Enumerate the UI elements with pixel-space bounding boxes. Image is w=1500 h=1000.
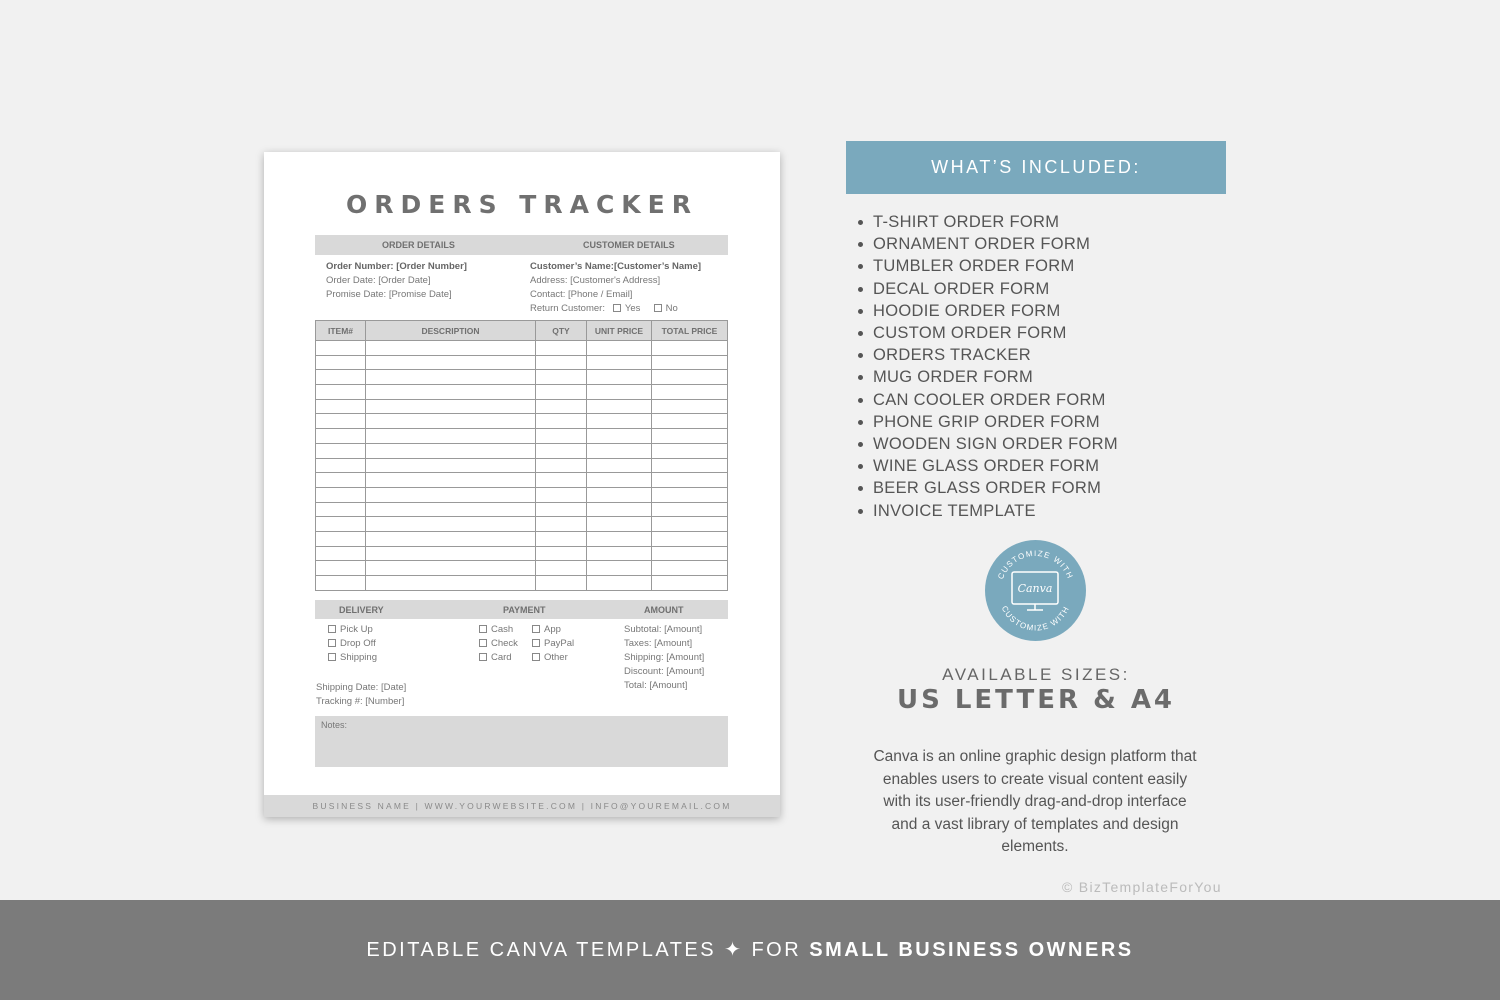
table-cell[interactable] xyxy=(652,561,728,576)
table-cell[interactable] xyxy=(536,502,587,517)
items-table xyxy=(315,320,728,591)
table-cell[interactable] xyxy=(587,531,652,546)
table-cell[interactable] xyxy=(652,414,728,429)
table-row xyxy=(316,355,728,370)
table-cell[interactable] xyxy=(316,561,366,576)
included-item: HOODIE ORDER FORM xyxy=(873,300,1118,322)
table-cell[interactable] xyxy=(536,429,587,444)
payment-option-cash[interactable]: Cash xyxy=(479,623,513,637)
table-cell[interactable] xyxy=(652,458,728,473)
table-cell[interactable] xyxy=(652,385,728,400)
items-table-body xyxy=(316,341,728,591)
table-cell[interactable] xyxy=(316,473,366,488)
included-item: BEER GLASS ORDER FORM xyxy=(873,477,1118,499)
shipping-date: Shipping Date: [Date] xyxy=(316,682,407,693)
payment-option-card[interactable]: Card xyxy=(479,651,512,665)
table-cell[interactable] xyxy=(366,517,536,532)
badge-ring-text-bottom: CUSTOMIZE WITH xyxy=(999,604,1072,633)
table-cell[interactable] xyxy=(587,517,652,532)
table-cell[interactable] xyxy=(536,546,587,561)
table-cell[interactable] xyxy=(652,487,728,502)
checkbox[interactable] xyxy=(479,653,487,661)
table-cell[interactable] xyxy=(536,355,587,370)
orders-tracker-document xyxy=(264,152,780,817)
notes-label: Notes: xyxy=(321,720,348,730)
no-label: No xyxy=(665,303,678,314)
table-row xyxy=(316,458,728,473)
customer-address: Address: [Customer's Address] xyxy=(530,275,661,286)
table-cell[interactable] xyxy=(536,487,587,502)
table-cell[interactable] xyxy=(652,473,728,488)
delivery-option-pick-up[interactable]: Pick Up xyxy=(328,623,373,637)
summary-header-bar xyxy=(315,600,728,619)
canva-badge-graphic xyxy=(985,540,1086,641)
table-cell[interactable] xyxy=(366,561,536,576)
return-customer-label: Return Customer: xyxy=(530,303,605,314)
table-cell[interactable] xyxy=(316,487,366,502)
table-cell[interactable] xyxy=(652,429,728,444)
document-footer: BUSINESS NAME | WWW.YOURWEBSITE.COM | INFO@YOUREMAIL.COM xyxy=(264,795,780,817)
whats-included-banner: WHAT’S INCLUDED: xyxy=(846,141,1226,194)
included-item: ORNAMENT ORDER FORM xyxy=(873,233,1118,255)
unit-price-header: UNIT PRICE xyxy=(587,321,652,341)
table-cell[interactable] xyxy=(366,531,536,546)
bottom-banner-prefix: EDITABLE CANVA TEMPLATES ✦ FOR xyxy=(366,939,810,961)
checkbox[interactable] xyxy=(328,639,336,647)
table-cell[interactable] xyxy=(536,473,587,488)
table-cell[interactable] xyxy=(366,443,536,458)
table-cell[interactable] xyxy=(652,531,728,546)
table-cell[interactable] xyxy=(587,355,652,370)
included-item: MUG ORDER FORM xyxy=(873,366,1118,388)
notes-box xyxy=(315,716,728,767)
table-cell[interactable] xyxy=(652,355,728,370)
table-cell[interactable] xyxy=(316,355,366,370)
table-cell[interactable] xyxy=(587,487,652,502)
included-item: DECAL ORDER FORM xyxy=(873,278,1118,300)
table-cell[interactable] xyxy=(366,414,536,429)
amount-taxes: Taxes: [Amount] xyxy=(624,638,693,649)
included-item: ORDERS TRACKER xyxy=(873,344,1118,366)
badge-ring-text-top: CUSTOMIZE WITH xyxy=(996,548,1075,581)
table-cell[interactable] xyxy=(366,429,536,444)
table-cell[interactable] xyxy=(316,576,366,591)
table-row xyxy=(316,341,728,356)
no-checkbox[interactable] xyxy=(654,304,662,312)
yes-checkbox[interactable] xyxy=(613,304,621,312)
customer-name: Customer’s Name:[Customer’s Name] xyxy=(530,261,702,272)
payment-option-other[interactable]: Other xyxy=(532,651,568,665)
items-table-header-row xyxy=(316,321,728,341)
table-cell[interactable] xyxy=(652,502,728,517)
table-cell[interactable] xyxy=(536,414,587,429)
table-cell[interactable] xyxy=(316,458,366,473)
table-cell[interactable] xyxy=(587,370,652,385)
table-cell[interactable] xyxy=(652,517,728,532)
table-cell[interactable] xyxy=(366,370,536,385)
table-cell[interactable] xyxy=(536,341,587,356)
table-cell[interactable] xyxy=(316,341,366,356)
table-cell[interactable] xyxy=(587,546,652,561)
details-header-bar xyxy=(315,235,728,255)
table-cell[interactable] xyxy=(366,458,536,473)
table-cell[interactable] xyxy=(316,370,366,385)
delivery-option-drop-off[interactable]: Drop Off xyxy=(328,637,376,651)
included-item: PHONE GRIP ORDER FORM xyxy=(873,411,1118,433)
table-cell[interactable] xyxy=(587,458,652,473)
table-cell[interactable] xyxy=(652,370,728,385)
table-cell[interactable] xyxy=(587,502,652,517)
amount-shipping: Shipping: [Amount] xyxy=(624,652,705,663)
customer-details-header: CUSTOMER DETAILS xyxy=(583,240,675,250)
bottom-banner xyxy=(0,900,1500,1000)
included-item: TUMBLER ORDER FORM xyxy=(873,255,1118,277)
total-price-header: TOTAL PRICE xyxy=(652,321,728,341)
qty-header: QTY xyxy=(536,321,587,341)
table-row xyxy=(316,546,728,561)
included-item: WINE GLASS ORDER FORM xyxy=(873,455,1118,477)
table-row xyxy=(316,517,728,532)
table-cell[interactable] xyxy=(366,355,536,370)
table-cell[interactable] xyxy=(316,385,366,400)
table-cell[interactable] xyxy=(536,443,587,458)
order-details-header: ORDER DETAILS xyxy=(382,240,455,250)
table-row xyxy=(316,370,728,385)
table-cell[interactable] xyxy=(587,429,652,444)
table-cell[interactable] xyxy=(652,443,728,458)
copyright-notice: © BizTemplateForYou xyxy=(1062,879,1222,895)
table-row xyxy=(316,502,728,517)
item-number-header: ITEM# xyxy=(316,321,366,341)
tracking-number: Tracking #: [Number] xyxy=(316,696,405,707)
table-cell[interactable] xyxy=(366,385,536,400)
table-row xyxy=(316,473,728,488)
table-cell[interactable] xyxy=(652,341,728,356)
table-cell[interactable] xyxy=(652,399,728,414)
table-cell[interactable] xyxy=(366,576,536,591)
table-row xyxy=(316,414,728,429)
table-cell[interactable] xyxy=(536,399,587,414)
table-cell[interactable] xyxy=(536,370,587,385)
table-cell[interactable] xyxy=(316,517,366,532)
included-item: T-SHIRT ORDER FORM xyxy=(873,211,1118,233)
checkbox[interactable] xyxy=(532,625,540,633)
table-row xyxy=(316,561,728,576)
included-item: CUSTOM ORDER FORM xyxy=(873,322,1118,344)
table-cell[interactable] xyxy=(316,429,366,444)
table-cell[interactable] xyxy=(536,531,587,546)
table-row xyxy=(316,576,728,591)
table-row xyxy=(316,487,728,502)
table-cell[interactable] xyxy=(316,399,366,414)
yes-label: Yes xyxy=(624,303,641,314)
table-cell[interactable] xyxy=(587,385,652,400)
amount-header: AMOUNT xyxy=(644,604,684,615)
payment-option-check[interactable]: Check xyxy=(479,637,518,651)
table-row xyxy=(316,531,728,546)
table-cell[interactable] xyxy=(652,576,728,591)
checkbox[interactable] xyxy=(479,639,487,647)
promise-date: Promise Date: [Promise Date] xyxy=(326,289,452,300)
table-cell[interactable] xyxy=(587,576,652,591)
table-cell[interactable] xyxy=(652,546,728,561)
table-cell[interactable] xyxy=(536,561,587,576)
included-item: INVOICE TEMPLATE xyxy=(873,500,1118,522)
table-row xyxy=(316,385,728,400)
payment-option-app[interactable]: App xyxy=(532,623,561,637)
amount-subtotal: Subtotal: [Amount] xyxy=(624,624,703,635)
checkbox[interactable] xyxy=(328,653,336,661)
included-item: CAN COOLER ORDER FORM xyxy=(873,389,1118,411)
included-list xyxy=(873,211,1118,522)
table-cell[interactable] xyxy=(366,341,536,356)
table-cell[interactable] xyxy=(366,473,536,488)
payment-option-paypal[interactable]: PayPal xyxy=(532,637,574,651)
delivery-option-shipping[interactable]: Shipping xyxy=(328,651,377,665)
table-row xyxy=(316,399,728,414)
order-number: Order Number: [Order Number] xyxy=(326,261,467,272)
available-sizes-value: US LETTER & A4 xyxy=(896,685,1176,715)
table-cell[interactable] xyxy=(587,399,652,414)
table-cell[interactable] xyxy=(536,576,587,591)
order-date: Order Date: [Order Date] xyxy=(326,275,431,286)
checkbox[interactable] xyxy=(479,625,487,633)
return-customer-row xyxy=(530,302,678,316)
payment-header: PAYMENT xyxy=(503,604,546,615)
customize-with-canva-badge xyxy=(985,540,1086,641)
table-cell[interactable] xyxy=(587,561,652,576)
included-item: WOODEN SIGN ORDER FORM xyxy=(873,433,1118,455)
table-cell[interactable] xyxy=(587,473,652,488)
table-cell[interactable] xyxy=(366,546,536,561)
delivery-header: DELIVERY xyxy=(339,604,384,615)
customer-contact: Contact: [Phone / Email] xyxy=(530,289,633,300)
bottom-banner-emphasis: SMALL BUSINESS OWNERS xyxy=(809,939,1134,961)
checkbox[interactable] xyxy=(532,653,540,661)
table-cell[interactable] xyxy=(536,458,587,473)
table-cell[interactable] xyxy=(316,531,366,546)
table-cell[interactable] xyxy=(366,487,536,502)
checkbox[interactable] xyxy=(532,639,540,647)
table-cell[interactable] xyxy=(536,517,587,532)
table-cell[interactable] xyxy=(316,414,366,429)
table-cell[interactable] xyxy=(536,385,587,400)
table-cell[interactable] xyxy=(587,414,652,429)
table-row xyxy=(316,443,728,458)
table-cell[interactable] xyxy=(366,502,536,517)
table-cell[interactable] xyxy=(316,502,366,517)
canva-description: Canva is an online graphic design platform that enables users to create visual content easily with its user-friendly drag-and-drop interface and a vast library of templates and design elements. xyxy=(873,748,1197,855)
table-cell[interactable] xyxy=(366,399,536,414)
canva-logo-text: Canva xyxy=(1017,582,1053,595)
table-cell[interactable] xyxy=(587,341,652,356)
table-row xyxy=(316,429,728,444)
description-header: DESCRIPTION xyxy=(366,321,536,341)
available-sizes-label: AVAILABLE SIZES: xyxy=(942,665,1130,684)
table-cell[interactable] xyxy=(587,443,652,458)
document-title: ORDERS TRACKER xyxy=(346,190,698,219)
checkbox[interactable] xyxy=(328,625,336,633)
table-cell[interactable] xyxy=(316,546,366,561)
table-cell[interactable] xyxy=(316,443,366,458)
amount-total: Total: [Amount] xyxy=(624,680,688,691)
amount-discount: Discount: [Amount] xyxy=(624,666,705,677)
